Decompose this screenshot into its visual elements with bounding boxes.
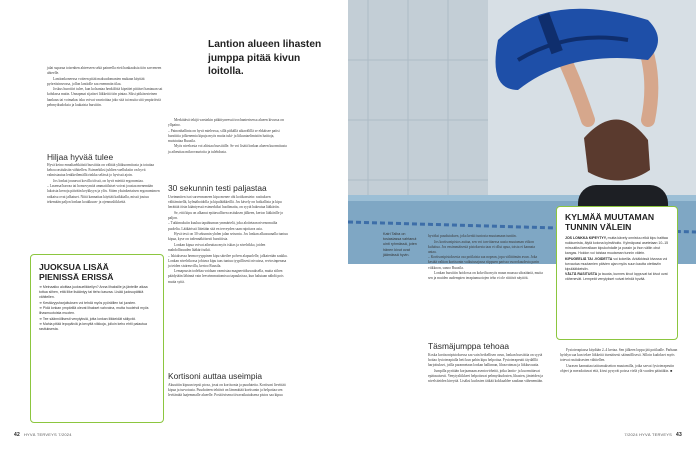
paragraph: – Lasensa/harvaa tai homovymöä ammattilaiset voivat joustaa menemään lukoista kerroja päivään keykkyyn ja ylös. Sitten yksinkertaisen ergonomimen ratkaisu ovat jalkatuet. Niitä kannattaa käyttää kaikkialla, missä joutuu tekemään paljon lonkan koukkuun- ja ojennusliikkeitä. — [47, 184, 160, 204]
paragraph: Jos lonkat jounavat kovilla töissä, on hyvä miettiä ergonomiaa. — [53, 178, 144, 183]
paragraph: Akuuttiin kipuun tepsii ptosa, josai on kortisonia ja puudutetta. Kortisoni lievittää kipua ja turvotusta. Puudutteen tehtävä on lämmittää kortisonin ja helpottaa sen levitäntää laajemmalle alueelle. Positiivisena tiivavaikutuksena pistos saa kipua — [168, 383, 286, 398]
tip-box-title: KYLMÄÄ MUUTAMAN TUNNIN VÄLEIN — [565, 212, 655, 232]
tip-item: ➜ Mahia pitää lepopäiviä ja kevyitä viikkoja, jolloin keho ehtii palautua rasituksesta. — [39, 322, 147, 331]
paragraph: Lantionkoneessa voiteen pitää maksudomanien mukaan käyttää pyöreäsinseossa, jollon lantiolle saa enemmän tilaa. — [47, 76, 145, 86]
col1-care-text — [47, 163, 163, 205]
paragraph: – Tutkimuksiin kuuluu tapahtuman ymmärtelä, joka aloitetaan nivenomailta puolelta. Lääkärissä liitetään sitä en terveyden saan rajoitava asia. — [168, 221, 278, 231]
page-number: 42 — [14, 432, 20, 438]
subheading-30s: 30 sekunnin testi paljastaa — [168, 183, 267, 193]
footer-right — [624, 432, 682, 438]
tip-item: ➜ Meinaatko aloittaa juoksuelikkeilyn? Anna lihaksille ja jänteille aikaa tottua siihen, että liike lisääntyy tai tieho kasvaa. Lisää juoksupätkiä vähitellen. — [39, 285, 148, 299]
tip-box-title: JUOKSUA LISÄÄ PIENISSÄ ERISSÄ — [39, 262, 114, 282]
tip-text: mutta kävely onnistuu eikä kipu haittaa nukkumista, älytä kotona kylmähoito. Kylmäpussi asetetaan 10–15 minuutiksi kerrallaan kipukohdalle ja pussin ja ihon väliin ohut kangas. Hoidon voi toistaa muutaman tunnin välein. — [565, 236, 669, 255]
col4-bottom-text — [560, 348, 678, 374]
paragraph: Hyvä keino ennaltaehkäistä bursiittia on välttää yliäkuormitusta ja totuttaa kehoa rasituksiin vähitellen. Esimerkiksi juhlien vaelluksiin on hyvä valmistautua lenkkeilemällä rinkka selässä jo hyvissä ajoin. — [47, 163, 154, 178]
tip-box-cold — [556, 206, 678, 340]
paragraph: – Painonhallinta on hyvä mielesssa, sillä pitkällä aikavälillä se ehkäisee paitsi bursiittia jolkenemia kipuja myös muita tuki- ja liikuntaelimistön haittoja, muistuttaa Ruusila. — [168, 128, 280, 143]
paragraph: Merkittävä tekijä varsinkin pitkittyneessä trochanterisessa alueen kivussa on yllpaino. — [168, 118, 284, 128]
paragraph: hyväksi puudutuksen, joka keräii tuntosta muutamaan tuntiin. — [428, 234, 517, 238]
tip-box-items — [39, 285, 155, 332]
paragraph: Koska kortisonipistoksessa saa vain hetkellisen avun, lonkan bursiittia on syytä hoitaa fysioterapialla heti kun pahin kipu helpottaa. Fysioterapeutti täydälllä harjoitukset, joilla parannetaan lonkan hallinnan, lihasvoimaa ja liikkuvuutta. — [428, 353, 543, 368]
footer-magazine: HYVÄ TERVEYS 7/2024 — [23, 432, 72, 437]
paragraph: Fysioterapiassa käydään 2–4 kertaa. Sen jälkeen loppu jää potilaalle. Parhaan hyödyn saa kun tekee liikkeitä itsenäisesti säännöllisesti. Silloin kudokset myös totevat rasituksesten vähitellen. — [560, 348, 678, 363]
tip-item — [565, 236, 670, 256]
paragraph: Joskus hurotiiri tulee, kun kolsantaa henkilöitä kipeätet pitäiset hantauan sai kohdassa matin. Unnapmat sijaitset liikkeitä tiön pintaa. Siksi pitkäsesteinen hankaus tai voimakas isku voivat vaurioittaa joko sitä tai muita sitä ympäröiviä pehmytkudoksia ja laukaista bursiitin. — [47, 87, 163, 107]
paragraph: Jumpilla pyritään korjaamaan asentovirheitä, jotka lantio- ja kuormittavat epätasaisesti. Venytysliikkeet helpottavat pehmytkudosten, lihasten, jänteiden ja nivelsiteiden kireyttä. Lisäksi kudosten tätkää kokkaaldee saadaan vähenemään. — [428, 368, 544, 383]
paragraph: Myös nivelrasta voi altistaa bursiitille. Se voi lisätä lonkan alueen kuormitusta ja aiheuttaa mikrovaurioita ja tulehdusta. — [168, 144, 287, 154]
paragraph: Se, että kipu on alkanut epätavallisen rasituksen jälkeen, kertoo lääkärille jo paljon. — [168, 210, 284, 220]
col3-exercise-text — [428, 353, 544, 385]
col2-cort-text — [168, 383, 288, 399]
tip-lead: KIPUGEELIÄ TAI -VOIDETTA — [565, 256, 613, 261]
tip-box-running — [30, 254, 164, 423]
paragraph: Lonkan kipua voivat aiheuttaa myös iskias ja nivelrikko, joiden mahdollisuuden lääkäri tutkii. — [168, 242, 266, 252]
tip-item: ➜ Kestävyysharjoituksen voi tehdä myös pyöräillen tai juosten. — [39, 300, 137, 305]
tip-item — [565, 257, 670, 272]
tip-lead: VÄLTÄ RASITUSTA — [565, 272, 598, 276]
tip-item: ➜ Pidä lonkan ympärillä olevat lihakset vahvoina, mutta huolehdi myös lihasmuotoista muoten. — [39, 306, 149, 315]
page-number: 43 — [676, 432, 682, 438]
footer-left — [14, 432, 72, 438]
pull-quote: Lantion alueen lihasten jumppa pitää kivun loitolla. — [208, 39, 322, 77]
paragraph: Hyvä testi on 30 sekunnin yhden jalan seisonta. Jos lonkan alkusuunalla tuntuu kipua, kyse on todennäköisesti bursiitista. — [168, 232, 288, 242]
tip-lead: JOS LONKKA KIPEYTYY, — [565, 236, 607, 240]
paragraph: Uurasen kannattaa taittumuksetton muutamilla, jotka sarvat fysioterapeutin ohjeet ja meradattuvat että, kivut pysyvät poissa vielä ylä vuoden päästäkin. ■ — [560, 363, 675, 373]
paragraph: Lemapsusin todeltaa voidaan varmistaa magneettikuvauksella, mutta siihen päädytään lähinnä vain leesvimmattomissa tapauksissa, kun halutaan nähdä pois muita syitä. — [168, 269, 284, 284]
paragraph: – Kortisonipistoksesta osa potilaista saa nopean, jopa välittömän avun. Joka kestää valtion kortisonin vaikutusajassa riippuen parissa vuorokaudesta parin viikkoon, sanoo Ruusila. — [428, 255, 539, 270]
paragraph: Useimmiten isot sarvennoneen kipu menee ohi kotikonstein: rasituksen välttämisellä, kylmähoidolla ja kipulääkkeillä. Jos kävely on hoikallista ja kipu herättää öisin kääntyessä esimerkiksi huolimatta, on syytä hakeutua lääkäriin. — [168, 195, 282, 210]
subheading-cortisone: Kortisoni auttaa useimpia — [168, 371, 263, 381]
paragraph: jalat suparaa toisenhen ahteeseen sekä paineella eteä hankauksia tiön sarveneen ahteelle. — [47, 66, 162, 76]
footer-magazine: 7/2024 HYVÄ TERVEYS — [624, 432, 673, 437]
tip-item — [565, 272, 670, 282]
col2-30s-text — [168, 195, 288, 285]
tip-text: ja tauota, kunnes kivut loppuvat tai kivut ovat vähenevät. Lempeät venytykset voivat tehdä hyvää. — [565, 272, 668, 281]
col2-top-text — [168, 118, 288, 155]
paragraph: – Iskiaksessa hermovyyppinen kipu säteilee polven alapuolelle, jalkaterään saakka. Lonkan nivelrikossa johtuva kipu taas tuntuu tyypillisesti nivuissa, reviosinpenasa ja teiden sisäreuvilla, kertoo Ruusila. — [168, 253, 288, 268]
subheading-exercise: Täsmäjumppa tehoaa — [428, 341, 510, 351]
subheading-care: Hiljaa hyvää tulee — [47, 152, 114, 162]
photo-caption: Katri Talba on tosiasiassa vahtanut uinti ryhmässä, joten hänen kivut ovat jäämässä hyvin. — [383, 232, 417, 257]
paragraph: Jos kortisonipistos auttaa, sen voi tarvittaessa uusia muutaman viikon kuluttua. Jos ensimmäisestä pistoksesta taas ei ollut apua, toista ei kannata antaa. — [428, 239, 535, 254]
tip-item: ➜ Tee säännöllisesti venytyksiä, jotta lonkan liikkeidät säilyvät. — [39, 316, 136, 321]
tip-text: voi kokeilla. Arkäkkissä kivussa voi turvautua muutamien päivien ajan myös suun kautta otettaviin kipulääkkeisiin. — [565, 256, 668, 271]
tip-box-items — [565, 236, 670, 282]
col1-top-text — [47, 66, 163, 108]
col3-main-text — [428, 234, 544, 282]
paragraph: Lonkan bursiitin hoidossa on kokeiltu myös muun muassa ultraääntä, mutta sen ja muiden uudempien terapiamuotojen teho ei ole riittävä näyttöä. — [428, 271, 543, 281]
